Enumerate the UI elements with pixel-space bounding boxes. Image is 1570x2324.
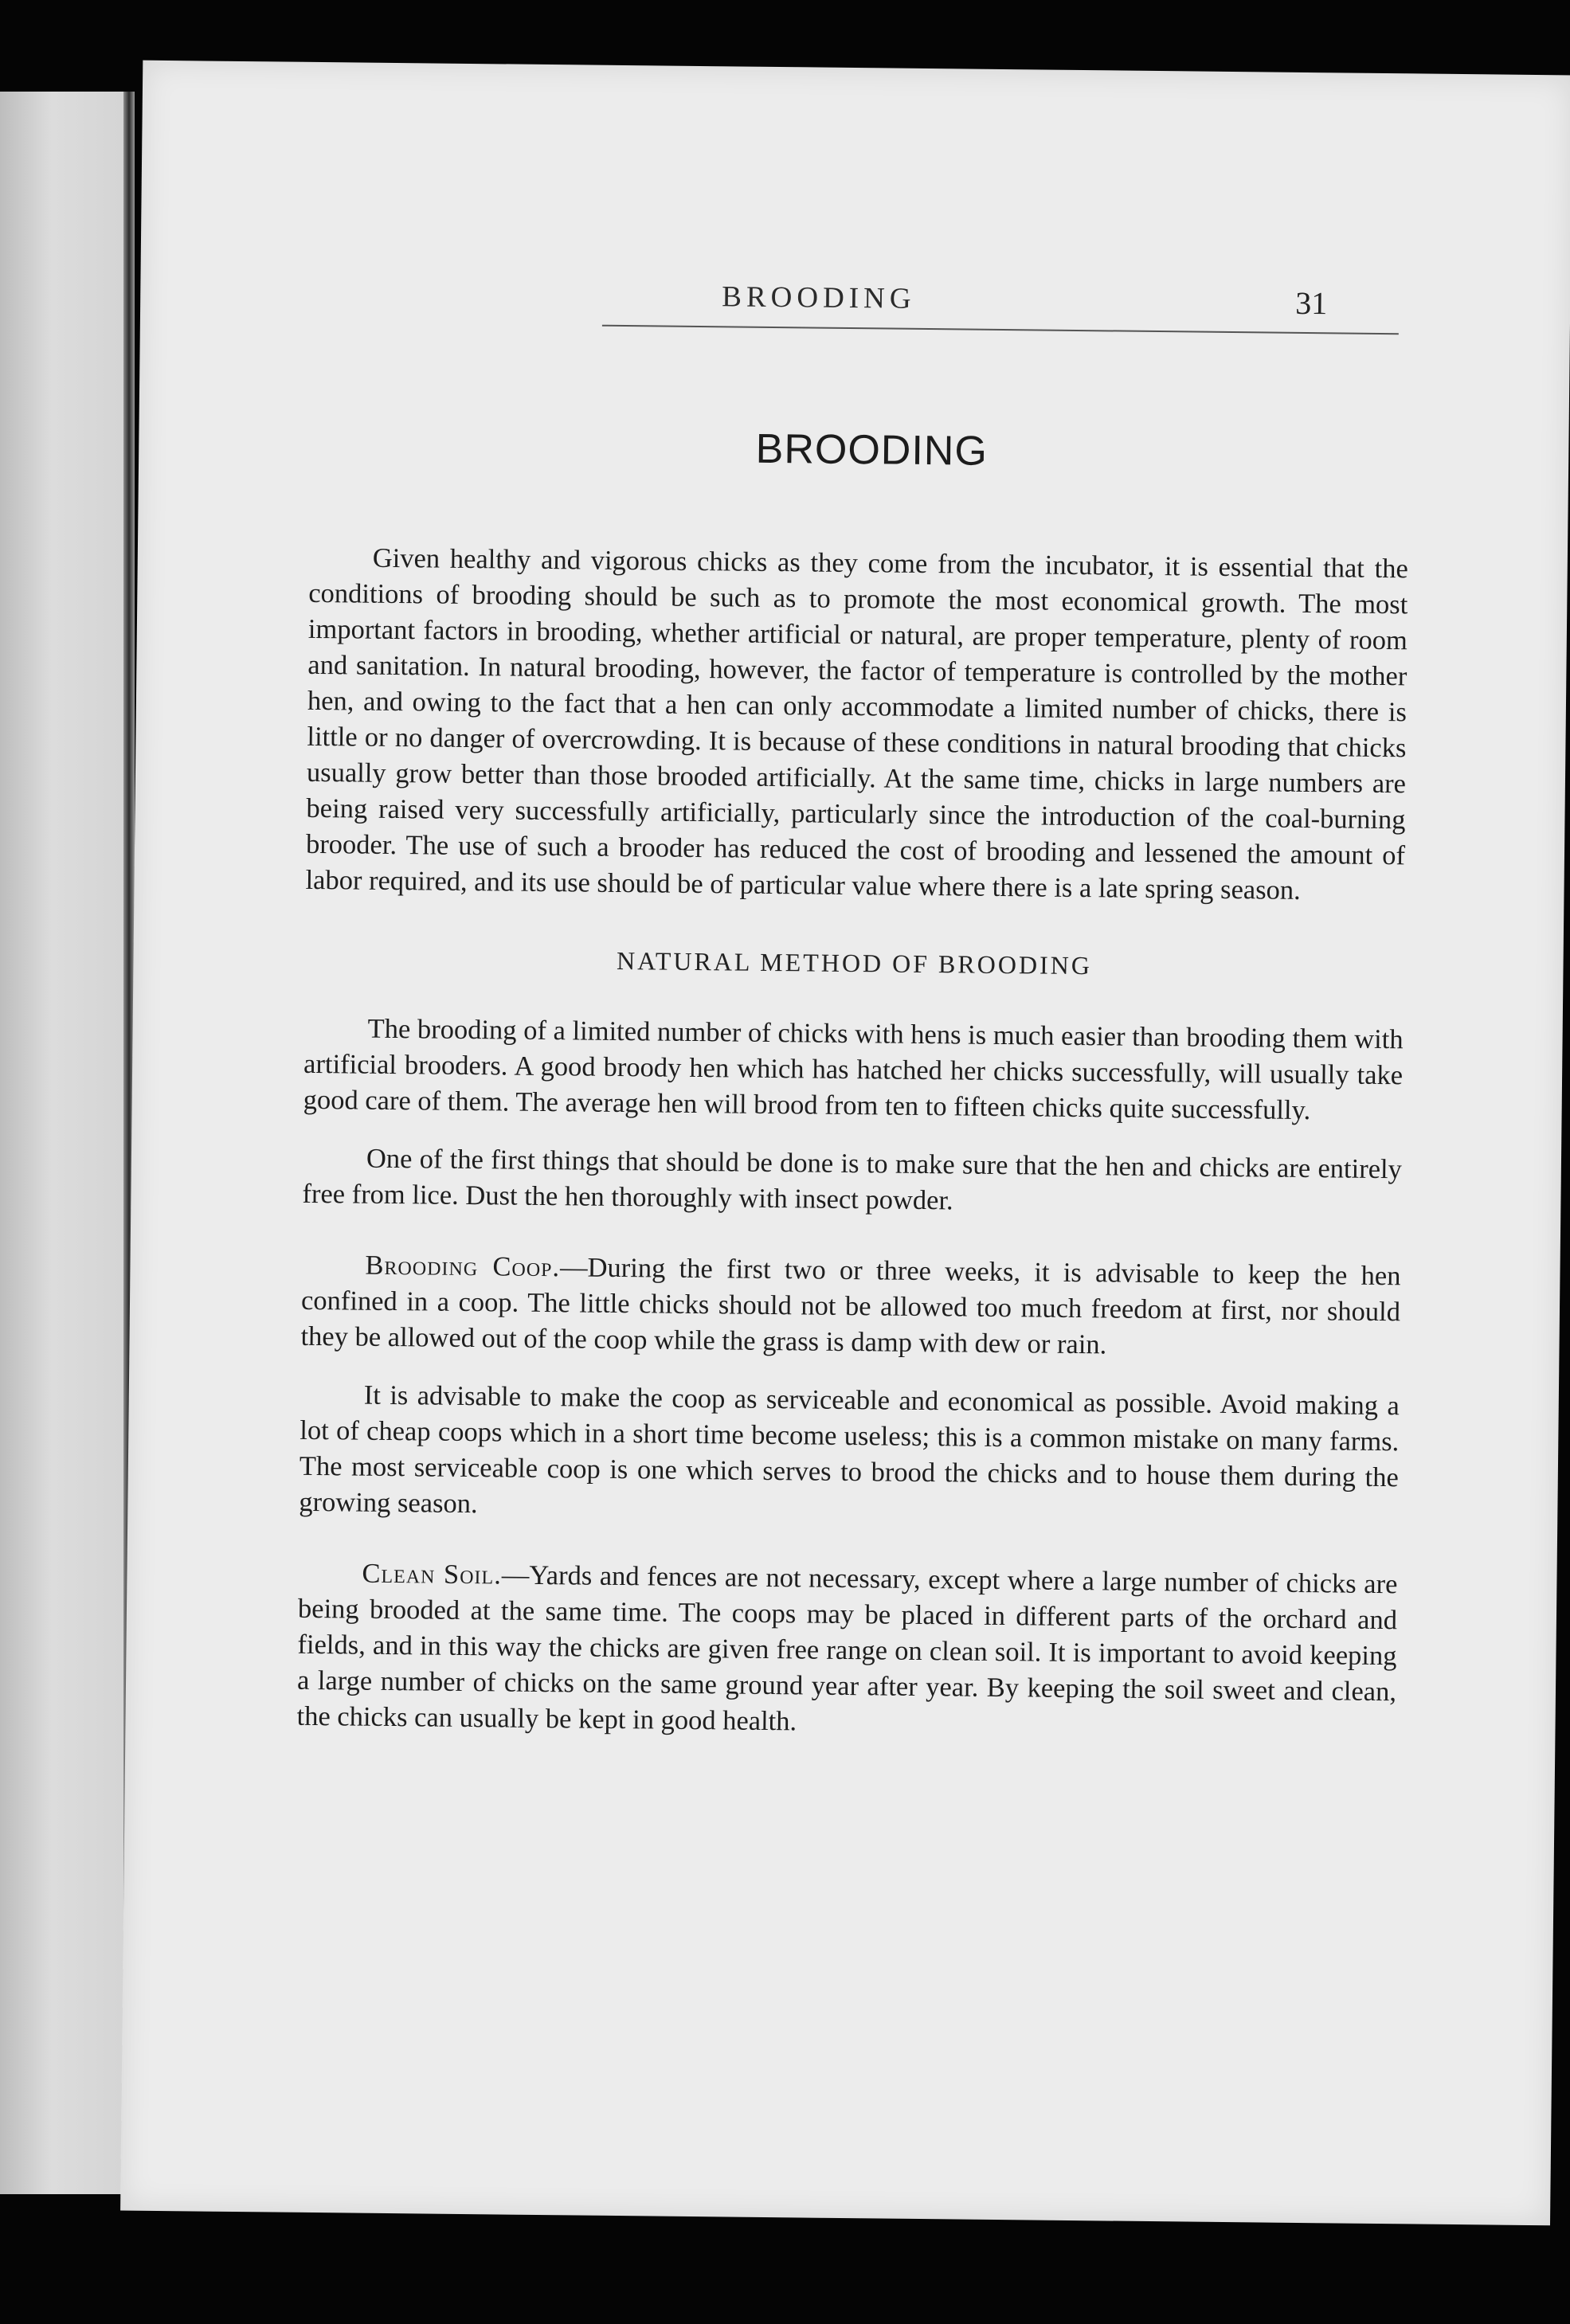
dash: — [559,1252,588,1283]
paragraph-clean-soil [296,1555,1397,1746]
run-in-head-clean-soil: Clean Soil. [362,1558,503,1590]
facing-page-edge [0,92,129,2194]
paragraph-lice: One of the first things that should be done is to make sure that the hen and chicks are entirely free from lice. Dust the hen thoroughly with insect powder. [302,1143,1403,1216]
paragraph-brooding-coop [300,1247,1400,1366]
paragraph-natural-hens: The brooding of a limited number of chicks with hens is much easier than brooding them with artificial brooders. A good broody hen which has hatched her chicks successfully, will usually take good care of them. The average hen will brood from ten to fifteen chicks quite successfully. [303,1013,1404,1126]
book-page [120,61,1570,2226]
section-heading-natural-method: NATURAL METHOD OF BROODING [616,945,1093,980]
dash: — [501,1559,530,1590]
running-head [140,274,1570,337]
run-in-head-brooding-coop: Brooding Coop. [365,1250,561,1283]
body-text [296,540,1408,1746]
paragraph-serviceable-coop: It is advisable to make the coop as serviceable and economical as possible. Avoid making a lot of cheap coops which in a short time become useless; this is a common mistake on many farms. The most serviceable coop is one which serves to brood the chicks and to house them during the growing season. [299,1379,1400,1520]
chapter-title: BROODING [755,425,989,475]
page-number: 31 [1295,284,1328,322]
paragraph-clean-soil-text: Yards and fences are not necessary, except where a large number of chicks are being brooded at the same time. The coops may be placed in different parts of the orchard and fields, and in this way the chicks are given free range on clean soil. It is important to avoid keeping a large number of chicks on the same ground year after year. By keeping the soil sweet and clean, the chicks can usually be kept in good health. [296,1559,1398,1737]
paragraph-intro: Given healthy and vigorous chicks as they come from the incubator, it is essential that the conditions of brooding should be such as to promote the most economical growth. The most important factors in brooding, whether artificial or natural, are proper temperature, plenty of room and sanitation. In natural brooding, however, the factor of temperature is controlled by the mother hen, and owing to the fact that a hen can only accommodate a limited number of chicks, there is little or no danger of overcrowding. It is because of these conditions in natural brooding that chicks usually grow better than those brooded artificially. At the same time, chicks in large numbers are being raised very successfully artificially, particularly since the introduction of the coal-burning brooder. The use of such a brooder has reduced the cost of brooding and lessened the amount of labor required, and its use should be of particular value where there is a late spring season. [305,542,1408,906]
chapter-title-block [298,421,1446,480]
running-head-rule [602,325,1399,335]
running-head-title: BROODING [722,280,916,315]
paragraph-brooding-coop-text: During the first two or three weeks, it is advisable to keep the hen confined in a coop. The little chicks should not be allowed too much freedom at first, nor should they be allowed out of the coop while the grass is damp with dew or rain. [300,1252,1401,1360]
